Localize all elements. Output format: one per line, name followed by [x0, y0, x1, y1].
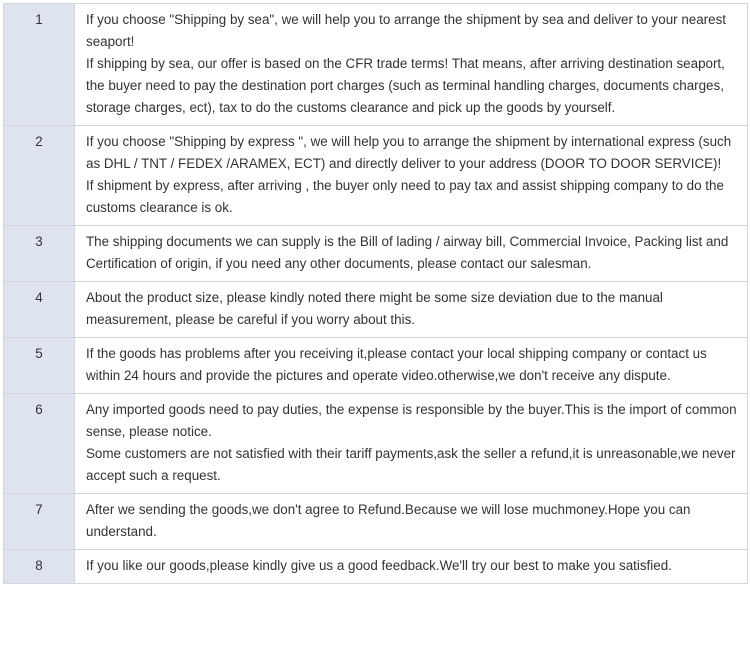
row-text-line: Any imported goods need to pay duties, the expense is responsible by the buyer.This is the import of common sense, please notice. — [86, 402, 737, 439]
row-text-line: If the goods has problems after you receiving it,please contact your local shipping company or contact us within 24 hours and provide the pictures and operate video.otherwise,we don't receive any dispute. — [86, 346, 707, 383]
policy-table — [3, 3, 748, 584]
table-row — [4, 394, 748, 494]
row-number: 7 — [4, 494, 75, 550]
row-number: 4 — [4, 282, 75, 338]
row-text — [75, 4, 748, 126]
row-text-line: If you choose "Shipping by sea", we will help you to arrange the shipment by sea and deliver to your nearest seaport! — [86, 12, 726, 49]
row-text — [75, 282, 748, 338]
row-text-line: If shipping by sea, our offer is based on the CFR trade terms! That means, after arriving destination seaport, the buyer need to pay the destination port charges (such as terminal handling charges, documents charges, storage charges, ect), tax to do the customs clearance and pick up the goods by yourself. — [86, 56, 725, 115]
row-text-line: If you choose "Shipping by express ", we will help you to arrange the shipment by international express (such as DHL / TNT / FEDEX /ARAMEX, ECT) and directly deliver to your address (DOOR TO DOOR SERVICE)! — [86, 134, 732, 171]
table-row — [4, 282, 748, 338]
row-text-line: If you like our goods,please kindly give us a good feedback.We'll try our best to make you satisfied. — [86, 558, 672, 573]
row-text — [75, 550, 748, 584]
row-number: 6 — [4, 394, 75, 494]
row-text-line: Some customers are not satisfied with their tariff payments,ask the seller a refund,it is unreasonable,we never accept such a request. — [86, 446, 736, 483]
row-text-line: If shipment by express, after arriving , the buyer only need to pay tax and assist shipping company to do the customs clearance is ok. — [86, 178, 724, 215]
row-number: 5 — [4, 338, 75, 394]
table-row — [4, 226, 748, 282]
table-row — [4, 338, 748, 394]
row-text-line: After we sending the goods,we don't agree to Refund.Because we will lose muchmoney.Hope you can understand. — [86, 502, 691, 539]
row-number: 1 — [4, 4, 75, 126]
table-row — [4, 494, 748, 550]
row-text — [75, 126, 748, 226]
table-row — [4, 4, 748, 126]
row-text — [75, 226, 748, 282]
table-row — [4, 550, 748, 584]
row-text-line: The shipping documents we can supply is the Bill of lading / airway bill, Commercial Invoice, Packing list and Certification of origin, if you need any other documents, please contact our salesman. — [86, 234, 729, 271]
row-number: 8 — [4, 550, 75, 584]
row-text — [75, 494, 748, 550]
row-text-line: About the product size, please kindly noted there might be some size deviation due to the manual measurement, please be careful if you worry about this. — [86, 290, 663, 327]
row-number: 2 — [4, 126, 75, 226]
row-text — [75, 394, 748, 494]
row-text — [75, 338, 748, 394]
table-row — [4, 126, 748, 226]
row-number: 3 — [4, 226, 75, 282]
